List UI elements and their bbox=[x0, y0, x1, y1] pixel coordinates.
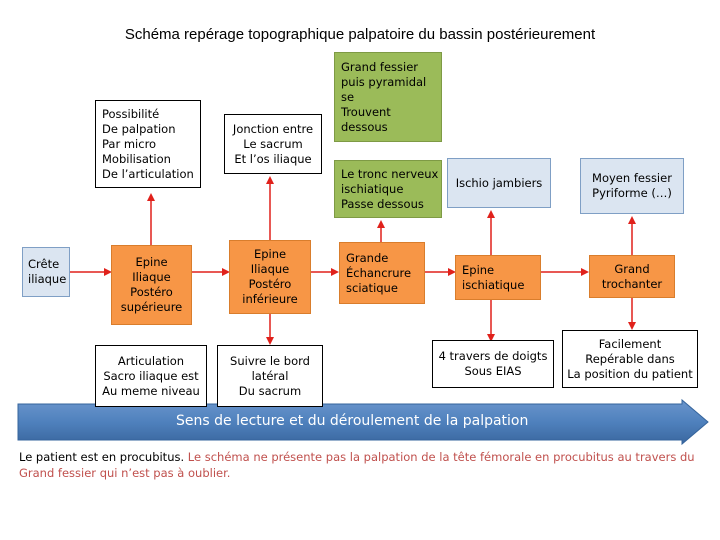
text-line: Grand bbox=[614, 261, 650, 276]
text-line: trochanter bbox=[601, 276, 663, 291]
text-line: Postéro bbox=[248, 277, 292, 291]
text-line: supérieure bbox=[120, 300, 183, 314]
text-line: Epine bbox=[253, 247, 287, 261]
text-line: Crête bbox=[28, 257, 60, 271]
text-line: Mobilisation bbox=[102, 151, 171, 166]
box-epine-iliaque-postero-inferieure bbox=[229, 240, 311, 314]
text-line: Facilement bbox=[598, 336, 662, 351]
box-crete-iliaque bbox=[22, 247, 70, 297]
text-line: Iliaque bbox=[250, 262, 290, 276]
text-line: Par micro bbox=[102, 136, 157, 151]
footer-note bbox=[19, 449, 709, 481]
box-articulation-sacro-iliaque bbox=[95, 345, 207, 407]
text-line: latéral bbox=[251, 368, 289, 383]
text-line: Le tronc nerveux bbox=[341, 166, 439, 181]
text-line: Moyen fessier bbox=[592, 171, 672, 185]
box-suivre-bord-lateral bbox=[217, 345, 323, 407]
box-ischio-jambiers bbox=[447, 158, 551, 208]
text-line: Suivre le bord bbox=[230, 353, 310, 368]
box-grand-fessier bbox=[334, 52, 442, 142]
text-line: Pyriforme (…) bbox=[592, 186, 672, 200]
box-epine-iliaque-postero-superieure bbox=[111, 245, 192, 325]
text-line: Repérable dans bbox=[585, 351, 675, 366]
text-line: ischiatique bbox=[462, 277, 525, 292]
note-procubitus: Le patient est en procubitus. bbox=[19, 450, 185, 464]
text-line: Échancrure bbox=[346, 265, 412, 280]
text-line: puis pyramidal bbox=[341, 74, 427, 89]
text-line: 4 travers de doigts bbox=[438, 349, 548, 363]
text-line: Ischio jambiers bbox=[455, 175, 543, 190]
note-tete-femorale: Le schéma ne présente pas la palpation de la tête fémorale en procubitus au travers du Grand fessier qui n’est pas à oublier. bbox=[19, 450, 695, 480]
box-epine-ischiatique bbox=[455, 255, 541, 300]
box-moyen-fessier bbox=[580, 158, 684, 214]
text-line: sciatique bbox=[346, 280, 398, 295]
text-line: Epine bbox=[135, 255, 168, 269]
text-line: La position du patient bbox=[567, 366, 693, 381]
text-line: Articulation bbox=[117, 353, 185, 368]
text-line: Grande bbox=[346, 250, 389, 265]
text-line: Au meme niveau bbox=[102, 383, 200, 398]
text-line: Postéro bbox=[130, 285, 173, 299]
text-line: Sous EIAS bbox=[464, 364, 522, 378]
box-travers-de-doigts bbox=[432, 340, 554, 388]
text-line: dessous bbox=[341, 119, 388, 134]
box-grand-trochanter bbox=[589, 255, 675, 298]
text-line: Grand fessier bbox=[341, 59, 419, 74]
text-line: se bbox=[341, 89, 355, 104]
diagram-title: Schéma repérage topographique palpatoire du bassin postérieurement bbox=[124, 26, 596, 43]
text-line: Du sacrum bbox=[238, 383, 302, 398]
box-jonction-sacrum bbox=[224, 114, 322, 174]
box-tronc-nerveux bbox=[334, 160, 442, 218]
text-line: Jonction entre bbox=[232, 121, 314, 136]
text-line: Trouvent bbox=[341, 104, 391, 119]
text-line: De l’articulation bbox=[102, 166, 194, 181]
box-grande-echancrure-sciatique bbox=[339, 242, 425, 304]
text-line: inférieure bbox=[242, 292, 298, 306]
text-line: Possibilité bbox=[102, 106, 160, 121]
text-line: Sacro iliaque est bbox=[103, 368, 199, 383]
text-line: ischiatique bbox=[341, 181, 404, 196]
reading-direction-label: Sens de lecture et du déroulement de la palpation bbox=[176, 413, 529, 429]
text-line: Passe dessous bbox=[341, 196, 424, 211]
text-line: Et l’os iliaque bbox=[234, 151, 312, 166]
box-facilement-reperable bbox=[562, 330, 698, 388]
text-line: Epine bbox=[462, 262, 495, 277]
text-line: De palpation bbox=[102, 121, 176, 136]
text-line: iliaque bbox=[28, 272, 67, 286]
text-line: Le sacrum bbox=[243, 136, 303, 151]
box-possibilite-palpation bbox=[95, 100, 201, 188]
text-line: Iliaque bbox=[132, 270, 171, 284]
